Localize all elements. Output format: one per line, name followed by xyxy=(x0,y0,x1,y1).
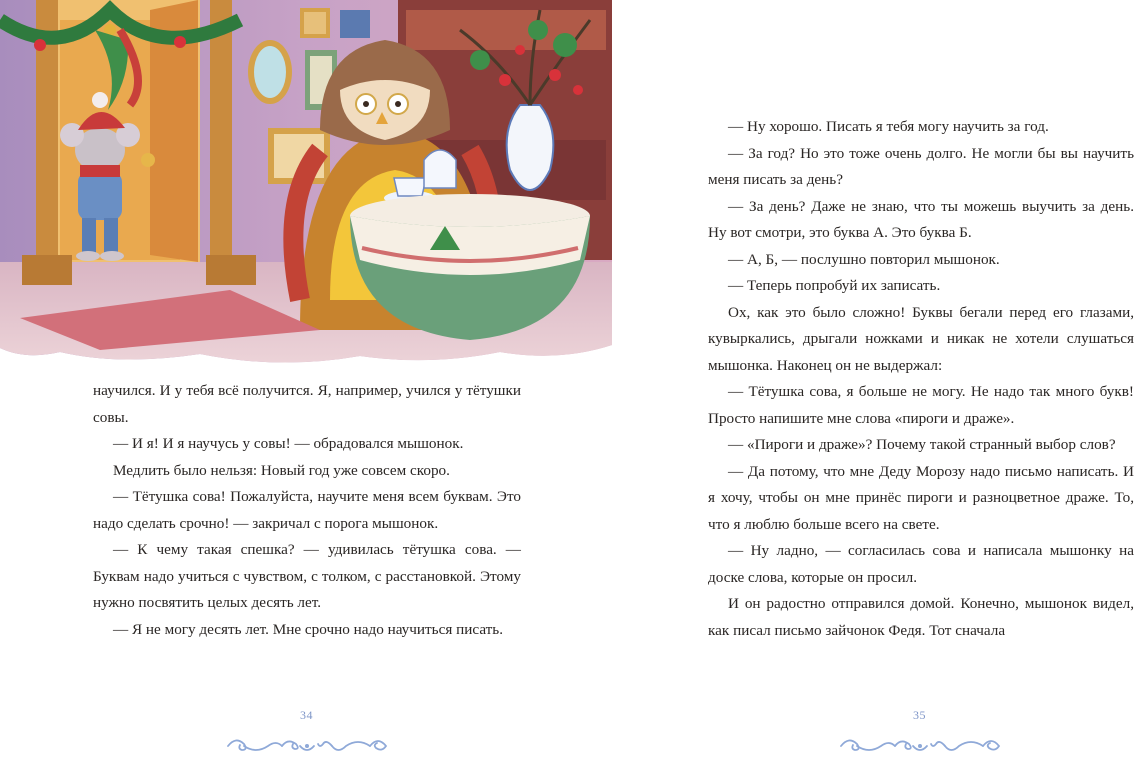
page-number-left: 34 xyxy=(300,708,313,722)
swirl-ornament-icon xyxy=(839,734,1001,758)
swirl-ornament-icon xyxy=(226,734,388,758)
paragraph: — За день? Даже не знаю, что ты можешь выучить за день. Ну вот смотри, это буква А. Это буква Б. xyxy=(708,197,1134,241)
paragraph: — К чему такая спешка? — удивилась тётушка сова. — Буквам надо учиться с чувством, с толком, с расстановкой. Этому нужно посвятить целых десять лет. xyxy=(93,541,521,611)
left-page-text xyxy=(93,378,521,643)
paragraph: — Я не могу десять лет. Мне срочно надо научиться писать. xyxy=(113,620,504,638)
paragraph: Медлить было нельзя: Новый год уже совсем скоро. xyxy=(113,461,450,479)
paragraph: — «Пироги и драже»? Почему такой странный выбор слов? xyxy=(728,436,1116,453)
paragraph: — За год? Но это тоже очень долго. Не могли бы вы научить меня писать за день? xyxy=(708,144,1134,188)
paragraph: — Ну хорошо. Писать я тебя могу научить за год. xyxy=(728,118,1049,135)
illustration-owl-and-mouse xyxy=(0,0,612,368)
paragraph: И он радостно отправился домой. Конечно, мышонок видел, как писал письмо зайчонок Федя. Тот сначала xyxy=(708,595,1134,639)
paragraph: — А, Б, — послушно повторил мышонок. xyxy=(728,250,1000,268)
page-number-right: 35 xyxy=(913,708,926,722)
paragraph: научился. И у тебя всё получится. Я, например, учился у тётушки совы. xyxy=(93,382,521,426)
right-page-text xyxy=(708,114,1134,644)
paragraph: — Ну ладно, — согласилась сова и написала мышонку на доске слова, которые он просил. xyxy=(708,542,1134,586)
paragraph: — И я! И я научусь у совы! — обрадовался мышонок. xyxy=(113,435,464,452)
paragraph: — Тётушка сова, я больше не могу. Не надо так много букв! Просто напишите мне слова «пироги и драже». xyxy=(708,383,1134,427)
paragraph: — Теперь попробуй их записать. xyxy=(728,277,941,294)
paragraph: — Да потому, что мне Деду Морозу надо письмо написать. И я хочу, чтобы он мне принёс пироги и разноцветное драже. То, что я люблю больше всего на свете. xyxy=(708,462,1134,533)
paragraph: — Тётушка сова! Пожалуйста, научите меня всем буквам. Это надо сделать срочно! — закричал с порога мышонок. xyxy=(93,488,521,532)
paragraph: Ох, как это было сложно! Буквы бегали перед его глазами, кувыркались, дрыгали ножками и никак не хотели слушаться мышонка. Наконец он не выдержал: xyxy=(708,303,1134,374)
